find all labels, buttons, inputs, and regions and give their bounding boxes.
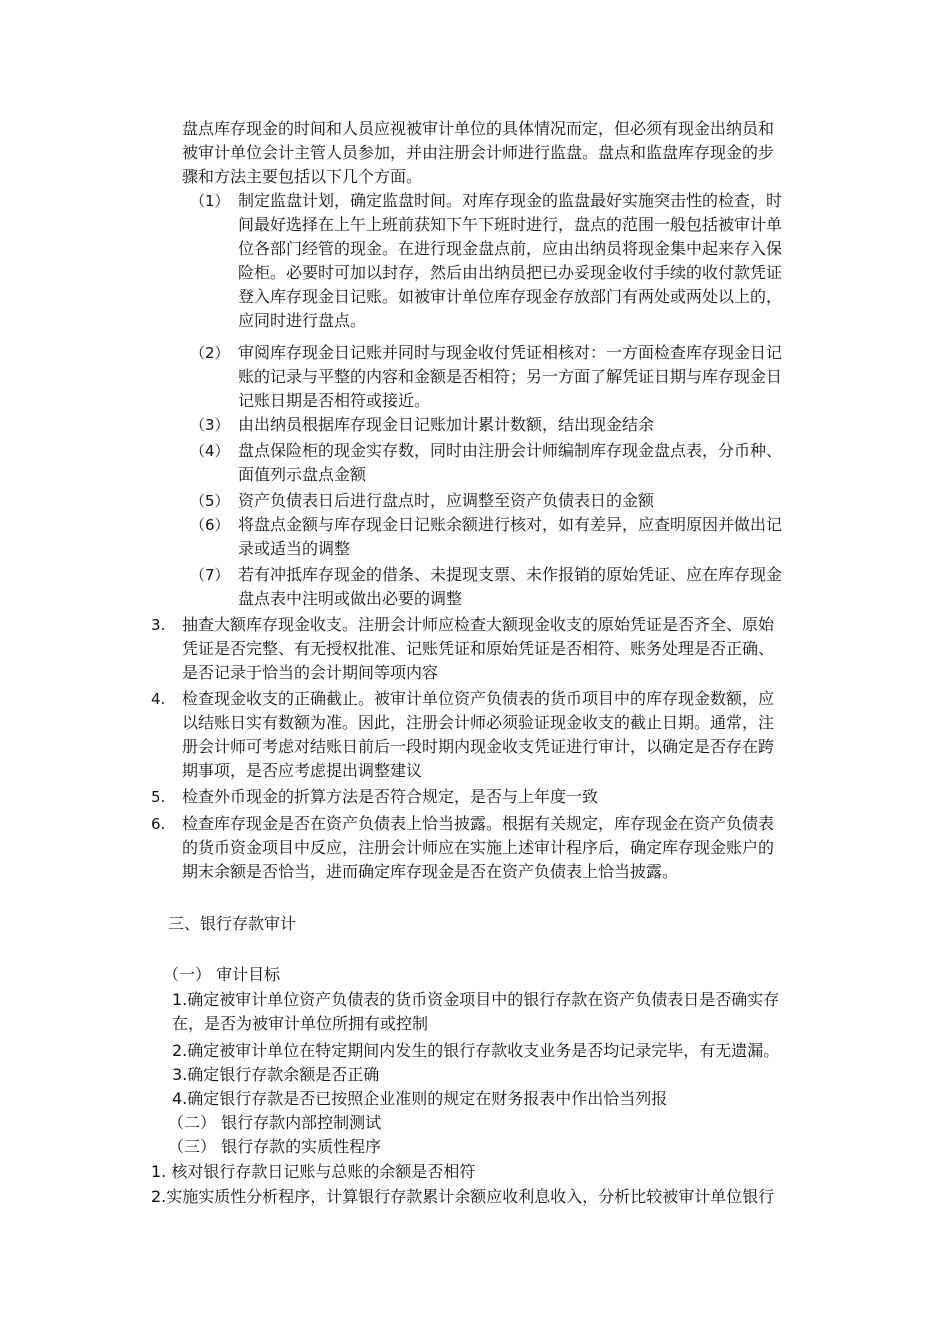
item-line: 检查外币现金的折算方法是否符合规定，是否与上年度一致 bbox=[182, 787, 599, 806]
item-line: 是否记录于恰当的会计期间等项内容 bbox=[182, 663, 439, 682]
step-number: （7） bbox=[190, 566, 230, 584]
objective-line: 2.确定被审计单位在特定期间内发生的银行存款收支业务是否均记录完毕，有无遗漏。 bbox=[172, 1041, 780, 1060]
step-line: 录或适当的调整 bbox=[238, 539, 351, 558]
item-line: 检查现金收支的正确截止。被审计单位资产负债表的货币项目中的库存现金数额，应 bbox=[182, 689, 775, 708]
intro-line: 盘点库存现金的时间和人员应视被审计单位的具体情况而定，但必须有现金出纳员和 bbox=[182, 119, 775, 138]
step-number: （1） bbox=[190, 192, 230, 210]
step-number: （3） bbox=[190, 416, 230, 434]
step-line: 登入库存现金日记账。如被审计单位库存现金存放部门有两处或两处以上的， bbox=[238, 287, 783, 306]
procedure-line: 2.实施实质性分析程序，计算银行存款累计余额应收利息收入，分析比较被审计单位银行 bbox=[151, 1187, 775, 1206]
step-line: 险柜。必要时可加以封存，然后由出纳员把已办妥现金收付手续的收付款凭证 bbox=[238, 263, 783, 282]
subsection-heading: （一） 审计目标 bbox=[163, 965, 281, 984]
intro-line: 骤和方法主要包括以下几个方面。 bbox=[182, 167, 423, 186]
intro-line: 被审计单位会计主管人员参加，并由注册会计师进行监盘。盘点和监盘库存现金的步 bbox=[182, 143, 775, 162]
objective-line: 在，是否为被审计单位所拥有或控制 bbox=[172, 1014, 429, 1033]
subsection-heading: （三） 银行存款的实质性程序 bbox=[168, 1137, 382, 1156]
item-line: 期末余额是否恰当，进而确定库存现金是否在资产负债表上恰当披露。 bbox=[182, 862, 679, 881]
item-line: 抽查大额库存现金收支。注册会计师应检查大额现金收支的原始凭证是否齐全、原始 bbox=[182, 615, 775, 634]
item-number: 6. bbox=[151, 815, 166, 833]
step-line: 制定监盘计划，确定监盘时间。对库存现金的监盘最好实施突击性的检查，时 bbox=[238, 191, 783, 210]
step-number: （4） bbox=[190, 442, 230, 460]
objective-line: 4.确定银行存款是否已按照企业准则的规定在财务报表中作出恰当列报 bbox=[172, 1089, 668, 1108]
section-heading: 三、银行存款审计 bbox=[168, 914, 297, 933]
item-number: 5. bbox=[151, 788, 166, 806]
item-line: 检查库存现金是否在资产负债表上恰当披露。根据有关规定，库存现金在资产负债表 bbox=[182, 814, 775, 833]
step-line: 将盘点金额与库存现金日记账余额进行核对，如有差异，应查明原因并做出记 bbox=[238, 515, 783, 534]
step-line: 记账日期是否相符或接近。 bbox=[238, 391, 431, 410]
item-line: 册会计师可考虑对结账日前后一段时期内现金收支凭证进行审计，以确定是否存在跨 bbox=[182, 737, 775, 756]
step-number: （2） bbox=[190, 344, 230, 362]
step-line: 盘点表中注明或做出必要的调整 bbox=[238, 589, 463, 608]
subsection-heading: （二） 银行存款内部控制测试 bbox=[168, 1113, 382, 1132]
item-number: 4. bbox=[151, 690, 166, 708]
step-line: 应同时进行盘点。 bbox=[238, 311, 367, 330]
item-line: 以结账日实有数额为准。因此，注册会计师必须验证现金收支的截止日期。通常，注 bbox=[182, 713, 775, 732]
procedure-line: 1. 核对银行存款日记账与总账的余额是否相符 bbox=[151, 1162, 476, 1181]
step-line: 资产负债表日后进行盘点时，应调整至资产负债表日的金额 bbox=[238, 491, 655, 510]
objective-line: 1.确定被审计单位资产负债表的货币资金项目中的银行存款在资产负债表日是否确实存 bbox=[172, 990, 780, 1009]
step-line: 账的记录与平整的内容和金额是否相符；另一方面了解凭证日期与库存现金日 bbox=[238, 367, 783, 386]
step-line: 位各部门经管的现金。在进行现金盘点前，应由出纳员将现金集中起来存入保 bbox=[238, 239, 783, 258]
step-line: 盘点保险柜的现金实存数，同时由注册会计师编制库存现金盘点表，分币种、 bbox=[238, 441, 783, 460]
step-line: 若有冲抵库存现金的借条、未提现支票、未作报销的原始凭证、应在库存现金 bbox=[238, 565, 783, 584]
item-line: 期事项，是否应考虑提出调整建议 bbox=[182, 761, 423, 780]
item-line: 的货币资金项目中反应，注册会计师应在实施上述审计程序后，确定库存现金账户的 bbox=[182, 838, 775, 857]
item-number: 3. bbox=[151, 616, 166, 634]
item-line: 凭证是否完整、有无授权批准、记账凭证和原始凭证是否相符、账务处理是否正确、 bbox=[182, 639, 775, 658]
step-line: 面值列示盘点金额 bbox=[238, 465, 367, 484]
step-number: （5） bbox=[190, 492, 230, 510]
step-line: 审阅库存现金日记账并同时与现金收付凭证相核对：一方面检查库存现金日记 bbox=[238, 343, 783, 362]
objective-line: 3.确定银行存款余额是否正确 bbox=[172, 1065, 380, 1084]
step-number: （6） bbox=[190, 516, 230, 534]
step-line: 由出纳员根据库存现金日记账加计累计数额，结出现金结余 bbox=[238, 415, 655, 434]
step-line: 间最好选择在上午上班前获知下午下班时进行，盘点的范围一般包括被审计单 bbox=[238, 215, 783, 234]
